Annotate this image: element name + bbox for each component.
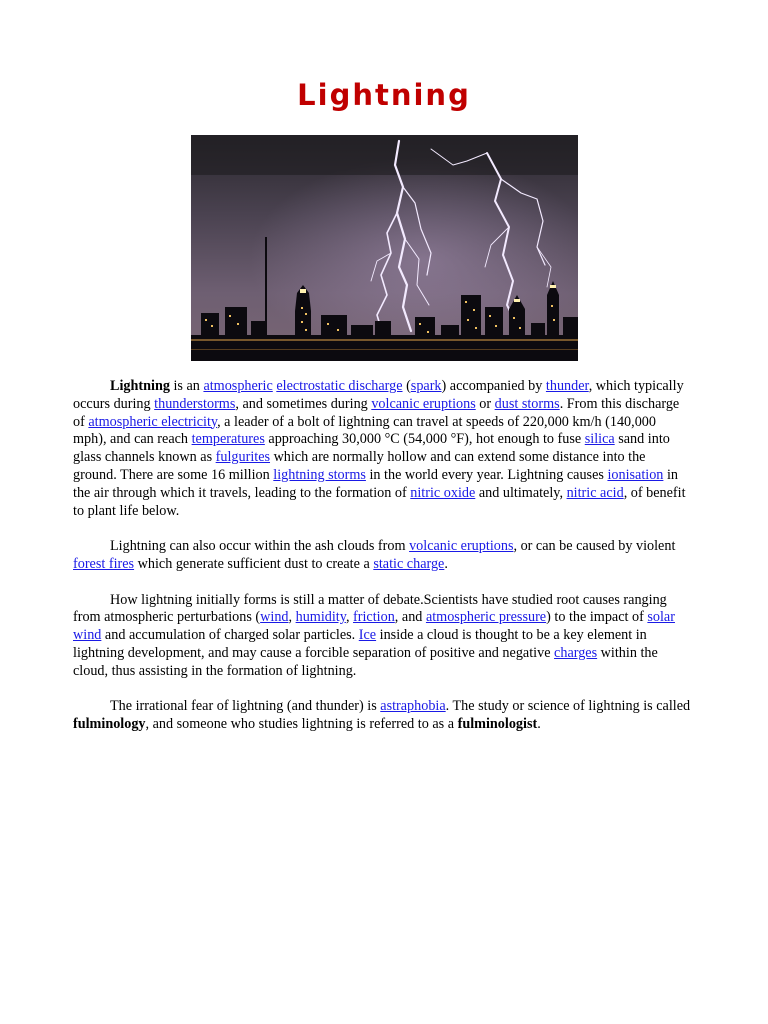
paragraph-intro: [73, 378, 691, 520]
text: , a leader of a bolt of lightning can travel at speeds of 220,000 km/h (140,000 mph), and can reach: [73, 413, 656, 448]
link-static-charge[interactable]: static charge: [373, 555, 445, 572]
link-humidity[interactable]: humidity: [295, 609, 346, 626]
text: sand into glass channels known as: [73, 431, 670, 466]
link-fulgurites[interactable]: fulgurites: [215, 449, 271, 466]
text: The irrational fear of lightning (and thunder) is: [110, 698, 381, 715]
term-lightning: Lightning: [110, 378, 170, 394]
link-atmospheric-pressure[interactable]: atmospheric pressure: [425, 609, 547, 626]
text: or: [475, 395, 495, 412]
link-thunderstorms[interactable]: thunderstorms: [154, 395, 236, 412]
link-electrostatic-discharge[interactable]: electrostatic discharge: [276, 378, 403, 394]
paragraph-astraphobia: [73, 698, 691, 734]
text: which are normally hollow and can extend some distance into the ground. There are some 16 million: [73, 449, 646, 483]
text: and accumulation of charged solar particles.: [101, 627, 359, 644]
text: . From this discharge of: [73, 395, 680, 430]
text: . The study or science of lightning is called: [445, 698, 691, 715]
text: in the air through which it travels, leading to the formation of: [73, 466, 678, 501]
link-thunder[interactable]: thunder: [545, 378, 589, 394]
text: , of benefit to plant life below.: [73, 484, 686, 519]
text: ,: [288, 609, 296, 626]
text: ) to the impact of: [546, 609, 648, 626]
lightning-photo: [191, 135, 578, 361]
link-temperatures[interactable]: temperatures: [191, 431, 265, 448]
text: , which typically occurs during: [73, 378, 684, 412]
paragraph-formation: [73, 592, 691, 681]
page-title: Lightning: [297, 78, 471, 112]
link-silica[interactable]: silica: [584, 431, 615, 448]
text: is an: [169, 378, 204, 394]
text: , and: [394, 609, 426, 626]
article-body: [73, 378, 691, 752]
link-dust-storms[interactable]: dust storms: [494, 395, 560, 412]
text: How lightning initially forms is still a matter of debate.Scientists have studied root causes ranging from atmospheric perturbations (: [73, 591, 667, 626]
link-nitric-oxide[interactable]: nitric oxide: [410, 484, 476, 501]
term-fulminology: fulminology: [73, 716, 146, 733]
term-fulminologist: fulminologist: [457, 716, 538, 733]
link-charges[interactable]: charges: [554, 644, 598, 661]
text: and ultimately,: [475, 484, 567, 501]
text: (: [402, 378, 411, 394]
link-volcanic-eruptions[interactable]: volcanic eruptions: [371, 395, 476, 412]
text: approaching 30,000 °C (54,000 °F), hot enough to fuse: [264, 431, 585, 448]
text: , and sometimes during: [235, 395, 372, 412]
link-spark[interactable]: spark: [410, 378, 442, 394]
link-solar-wind[interactable]: solar wind: [73, 609, 675, 644]
link-volcanic-eruptions-2[interactable]: volcanic eruptions: [409, 538, 514, 555]
text: inside a cloud is thought to be a key element in lightning development, and may cause a forcible separation of positive and negative: [73, 627, 647, 661]
link-friction[interactable]: friction: [353, 609, 395, 626]
text: .: [537, 716, 541, 733]
text: in the world every year. Lightning causes: [365, 466, 608, 483]
link-nitric-acid[interactable]: nitric acid: [566, 484, 624, 501]
link-astraphobia[interactable]: astraphobia: [380, 698, 446, 715]
link-wind[interactable]: wind: [260, 609, 289, 626]
link-atmospheric[interactable]: atmospheric: [203, 378, 273, 394]
link-ionisation[interactable]: ionisation: [607, 466, 664, 483]
text: which generate sufficient dust to create a: [134, 555, 374, 572]
link-ice[interactable]: Ice: [358, 627, 377, 644]
paragraph-volcanic: [73, 538, 691, 574]
text: , or can be caused by violent: [513, 538, 676, 555]
text: Lightning can also occur within the ash clouds from: [110, 538, 410, 555]
link-lightning-storms[interactable]: lightning storms: [273, 466, 366, 483]
link-forest-fires[interactable]: forest fires: [73, 555, 135, 572]
text: .: [444, 555, 448, 572]
text: ,: [345, 609, 354, 626]
text: , and someone who studies lightning is referred to as a: [145, 716, 458, 733]
text: within the cloud, thus assisting in the formation of lightning.: [73, 644, 658, 679]
link-atmospheric-electricity[interactable]: atmospheric electricity: [88, 413, 218, 430]
text: ) accompanied by: [441, 378, 546, 394]
